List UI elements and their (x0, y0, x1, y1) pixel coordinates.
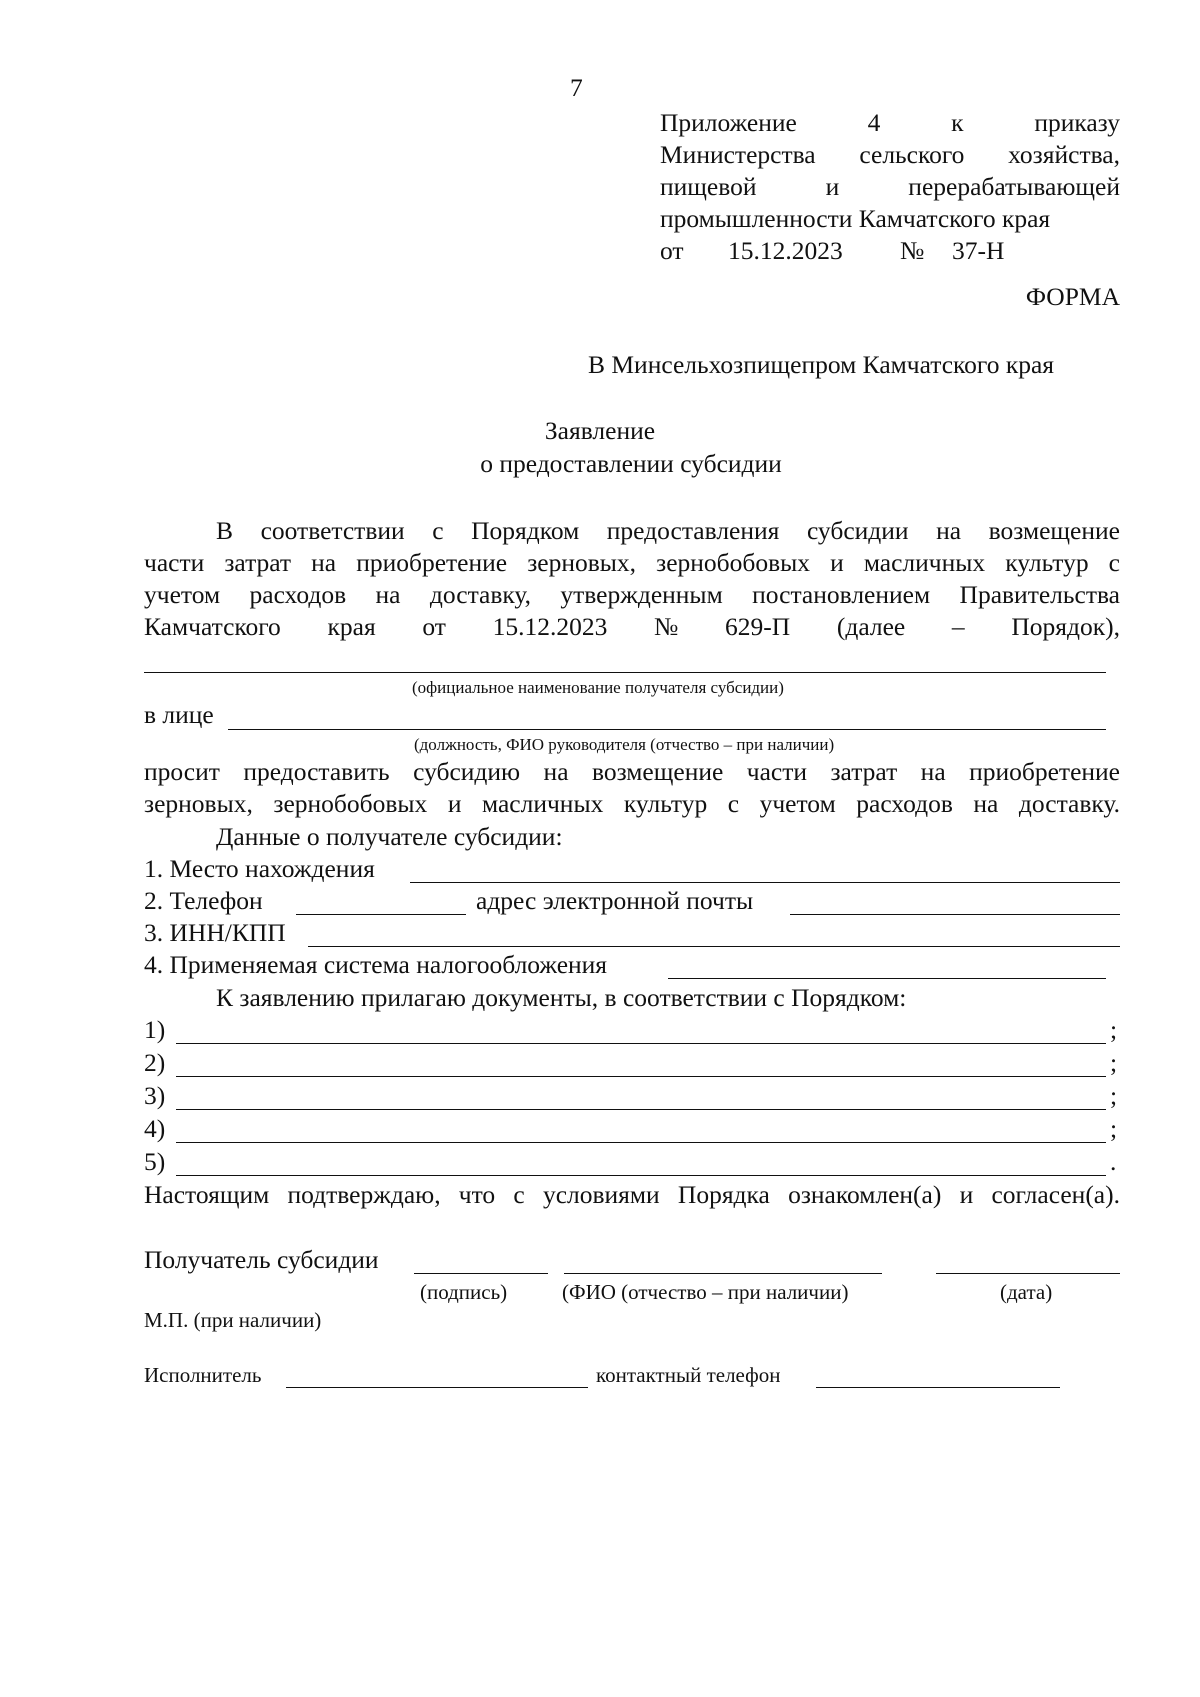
attachment-number: 5) (144, 1147, 166, 1176)
attachment-end: ; (1110, 1048, 1118, 1077)
intro-word: Порядок), (1011, 612, 1120, 641)
appendix-word: перерабатывающей (908, 172, 1120, 201)
intro-word: края (327, 612, 376, 641)
phone-label: 2. Телефон (144, 886, 263, 915)
appendix-number-sign: № (900, 236, 925, 265)
email-label: адрес электронной почты (476, 886, 754, 915)
intro-word: – (951, 612, 965, 641)
intro-word: № (654, 612, 679, 641)
attachment-field[interactable] (176, 1054, 1106, 1077)
attachment-field[interactable] (176, 1087, 1106, 1110)
appendix-word: приказу (1034, 108, 1120, 137)
intro-line-2: части затрат на приобретение зерновых, зернобобовых и масличных культур с (144, 548, 1120, 577)
attachment-field[interactable] (176, 1153, 1106, 1176)
intro-word: 629-П (725, 612, 791, 641)
appendix-word: хозяйства, (1008, 140, 1120, 169)
signer-name-caption: (ФИО (отчество – при наличии) (562, 1280, 849, 1304)
appendix-from: от (660, 236, 684, 265)
intro-line-1: В соответствии с Порядком предоставления субсидии на возмещение (216, 516, 1120, 545)
tax-system-label: 4. Применяемая система налогообложения (144, 950, 608, 979)
tax-system-field[interactable] (668, 956, 1106, 979)
appendix-word: сельского (859, 140, 965, 169)
appendix-word: и (825, 172, 840, 201)
head-name-field[interactable] (228, 707, 1106, 730)
intro-line-3: учетом расходов на доставку, утвержденным постановлением Правительства (144, 580, 1120, 609)
stamp-label: М.П. (при наличии) (144, 1308, 322, 1332)
recipient-caption: (официальное наименование получателя субсидии) (412, 678, 784, 697)
attachment-number: 2) (144, 1048, 166, 1077)
inn-label: 3. ИНН/КПП (144, 918, 286, 947)
attachments-heading: К заявлению прилагаю документы, в соответствии с Порядком: (216, 983, 907, 1012)
executor-phone-field[interactable] (816, 1367, 1060, 1388)
appendix-word: пищевой (660, 172, 757, 201)
attachment-end: ; (1110, 1081, 1118, 1110)
appendix-word: Министерства (660, 140, 816, 169)
addressee: В Минсельхозпищепром Камчатского края (588, 350, 1055, 379)
attachment-field[interactable] (176, 1021, 1106, 1044)
document-title: Заявление (544, 416, 656, 445)
attachment-number: 4) (144, 1114, 166, 1143)
intro-word: (далее (836, 612, 906, 641)
email-field[interactable] (790, 892, 1120, 915)
location-field[interactable] (410, 860, 1120, 883)
document-subtitle: о предоставлении субсидии (480, 449, 782, 478)
request-line-1: просит предоставить субсидию на возмещение части затрат на приобретение (144, 757, 1120, 786)
head-caption: (должность, ФИО руководителя (отчество – при наличии) (414, 735, 835, 754)
attachment-end: ; (1110, 1015, 1118, 1044)
attachment-end: . (1110, 1147, 1117, 1176)
attachment-number: 1) (144, 1015, 166, 1044)
appendix-number: 37-Н (952, 236, 1005, 265)
date-caption: (дата) (1000, 1280, 1053, 1304)
confirmation: Настоящим подтверждаю, что с условиями Порядка ознакомлен(а) и согласен(а). (144, 1180, 1120, 1209)
appendix-word: Приложение (660, 108, 797, 137)
page-number: 7 (570, 73, 583, 102)
recipient-name-field[interactable] (144, 650, 1106, 673)
appendix-line-3 (660, 172, 1120, 202)
intro-line-4 (144, 612, 1120, 642)
intro-word: Камчатского (144, 612, 281, 641)
phone-field[interactable] (296, 892, 466, 915)
executor-field[interactable] (286, 1367, 588, 1388)
executor-phone-label: контактный телефон (596, 1363, 781, 1387)
form-label: ФОРМА (1025, 282, 1120, 311)
appendix-word: 4 (867, 108, 881, 137)
represented-by-label: в лице (144, 700, 214, 729)
inn-field[interactable] (308, 924, 1120, 947)
signature-field[interactable] (414, 1251, 548, 1274)
appendix-line-1 (660, 108, 1120, 138)
request-line-2: зерновых, зернобобовых и масличных культур с учетом расходов на доставку. (144, 789, 1120, 818)
intro-word: от (422, 612, 446, 641)
attachment-number: 3) (144, 1081, 166, 1110)
attachment-end: ; (1110, 1114, 1118, 1143)
signature-label: Получатель субсидии (144, 1245, 379, 1274)
appendix-line-4: промышленности Камчатского края (660, 204, 1051, 233)
signature-caption: (подпись) (420, 1280, 508, 1304)
signature-date-field[interactable] (936, 1251, 1120, 1274)
appendix-word: к (951, 108, 964, 137)
intro-word: 15.12.2023 (492, 612, 608, 641)
attachment-field[interactable] (176, 1120, 1106, 1143)
location-label: 1. Место нахождения (144, 854, 375, 883)
recipient-data-heading: Данные о получателе субсидии: (216, 822, 563, 851)
executor-label: Исполнитель (144, 1363, 262, 1387)
signer-name-field[interactable] (564, 1251, 882, 1274)
appendix-line-2 (660, 140, 1120, 170)
appendix-date: 15.12.2023 (728, 236, 843, 265)
